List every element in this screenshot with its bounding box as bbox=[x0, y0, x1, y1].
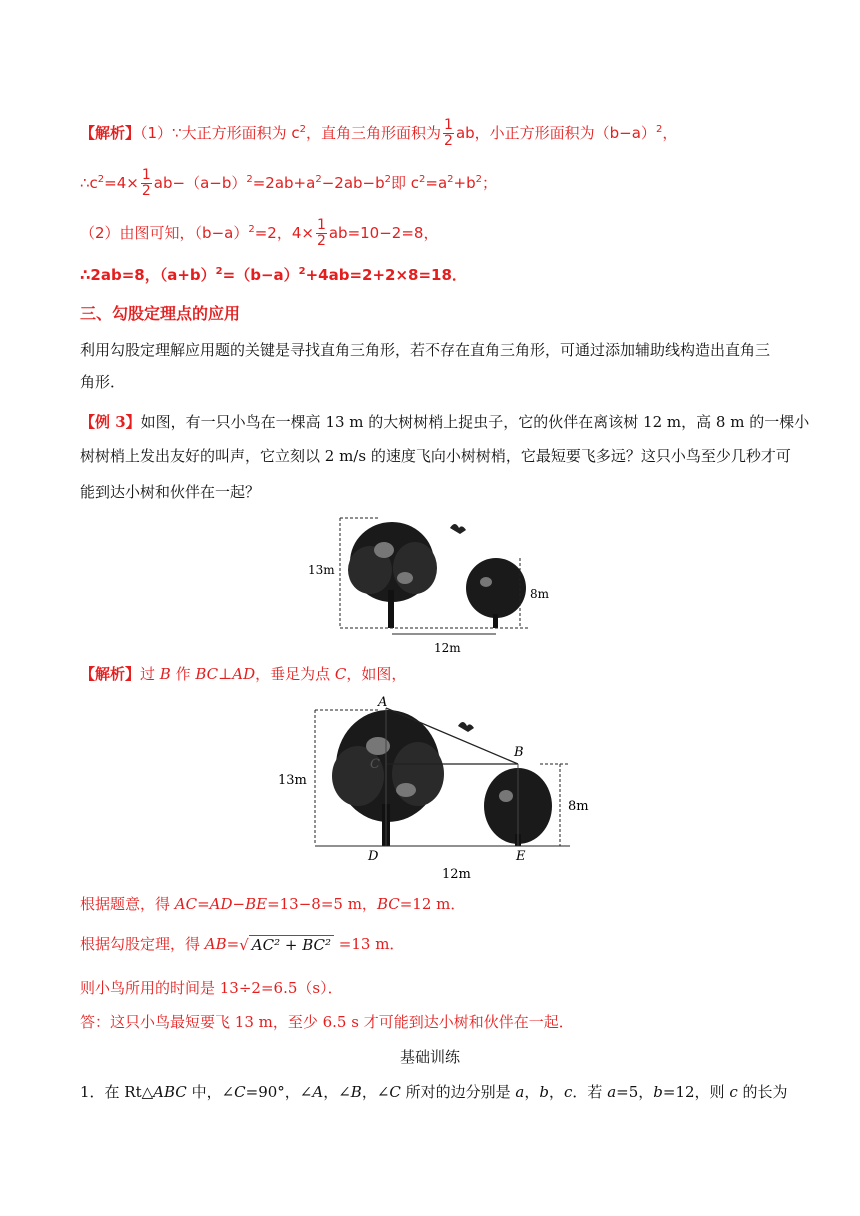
point-c-label: C bbox=[370, 757, 380, 772]
bird-icon bbox=[450, 524, 466, 534]
example-3-line-1: 【例 3】如图，有一只小鸟在一棵高 13 m 的大树树梢上捉虫子，它的伙伴在离该树 12 m，高 8 m 的一棵小 bbox=[80, 413, 810, 431]
point-b-label: B bbox=[514, 745, 524, 760]
answer-line-4: 答：这只小鸟最短要飞 13 m，至少 6.5 s 才可能到达小树和伙伴在一起． bbox=[80, 1013, 574, 1031]
fraction: $\frac{1}{2}$ bbox=[316, 217, 326, 249]
short-height-label: 8m bbox=[568, 799, 589, 814]
question-1: 1．在 Rt△ABC 中，∠C=90°，∠A，∠B，∠C 所对的边分别是 a，b，c．若 a=5，b=12，则 c 的长为 bbox=[80, 1083, 788, 1101]
solution-line-4: ∴2ab=8，$(a+b)^2=(b-a)^2+4ab=2+2\times 8=18$． bbox=[80, 266, 467, 284]
answer-line-1: 根据题意，得 AC=AD−BE=13−8=5 m，BC=12 m． bbox=[80, 895, 466, 913]
figure-trees-2 bbox=[270, 694, 600, 884]
practice-heading: 基础训练 bbox=[399, 1048, 460, 1066]
point-d-label: D bbox=[368, 849, 379, 864]
example-tag: 【例 3】 bbox=[80, 413, 141, 431]
solution-line-1: 【解析】（1）∵大正方形面积为 $c^2$，直角三角形面积为 $\frac{1}{2}$ ab，小正方形面积为$(b-a)^2$， bbox=[80, 117, 678, 149]
big-tree bbox=[348, 522, 437, 628]
answer-line-3: 则小鸟所用的时间是 13÷2=6.5（s）． bbox=[80, 979, 343, 997]
bird-icon bbox=[458, 722, 474, 732]
answer-line-2: 根据勾股定理，得 AB=√ AC² + BC² =13 m． bbox=[80, 935, 405, 954]
distance-label: 12m bbox=[442, 867, 471, 882]
figure-trees-1 bbox=[300, 510, 565, 660]
solution-line-2: $\therefore c^2=4\times$ $\frac{1}{2}$ $ab-(a-b)^2=2ab+a^2-2ab-b^2$即 $c^2=a^2+b^2$； bbox=[80, 167, 498, 199]
tall-height-label: 13m bbox=[308, 563, 335, 577]
fraction: $\frac{1}{2}$ bbox=[141, 167, 151, 199]
section-intro-line-2: 角形． bbox=[80, 373, 126, 391]
solution-tag: 【解析】 bbox=[80, 124, 141, 142]
section-intro-line-1: 利用勾股定理解应用题的关键是寻找直角三角形，若不存在直角三角形，可通过添加辅助线构造出直角三 bbox=[80, 341, 771, 359]
small-tree bbox=[466, 558, 526, 628]
section-heading: 三、勾股定理点的应用 bbox=[80, 304, 241, 323]
point-a-label: A bbox=[378, 695, 388, 710]
short-height-label: 8m bbox=[530, 587, 550, 601]
example-3-line-3: 能到达小树和伙伴在一起？ bbox=[80, 483, 261, 501]
solution-line-3: （2）由图可知，$(b-a)^2=2$，4× $\frac{1}{2}$ ab=10−2=8， bbox=[80, 217, 439, 249]
square-root: √ AC² + BC² bbox=[239, 935, 334, 955]
solution-2-intro: 【解析】过 B 作 BC⊥AD，垂足为点 C，如图， bbox=[80, 665, 407, 683]
big-tree bbox=[332, 710, 444, 846]
tall-height-label: 13m bbox=[278, 773, 307, 788]
fraction: $\frac{1}{2}$ bbox=[444, 117, 453, 149]
point-e-label: E bbox=[516, 849, 526, 864]
distance-label: 12m bbox=[434, 641, 461, 655]
example-3-line-2: 树树梢上发出友好的叫声，它立刻以 2 m/s 的速度飞向小树树梢，它最短要飞多远？这只小鸟至少几秒才可 bbox=[80, 447, 791, 465]
